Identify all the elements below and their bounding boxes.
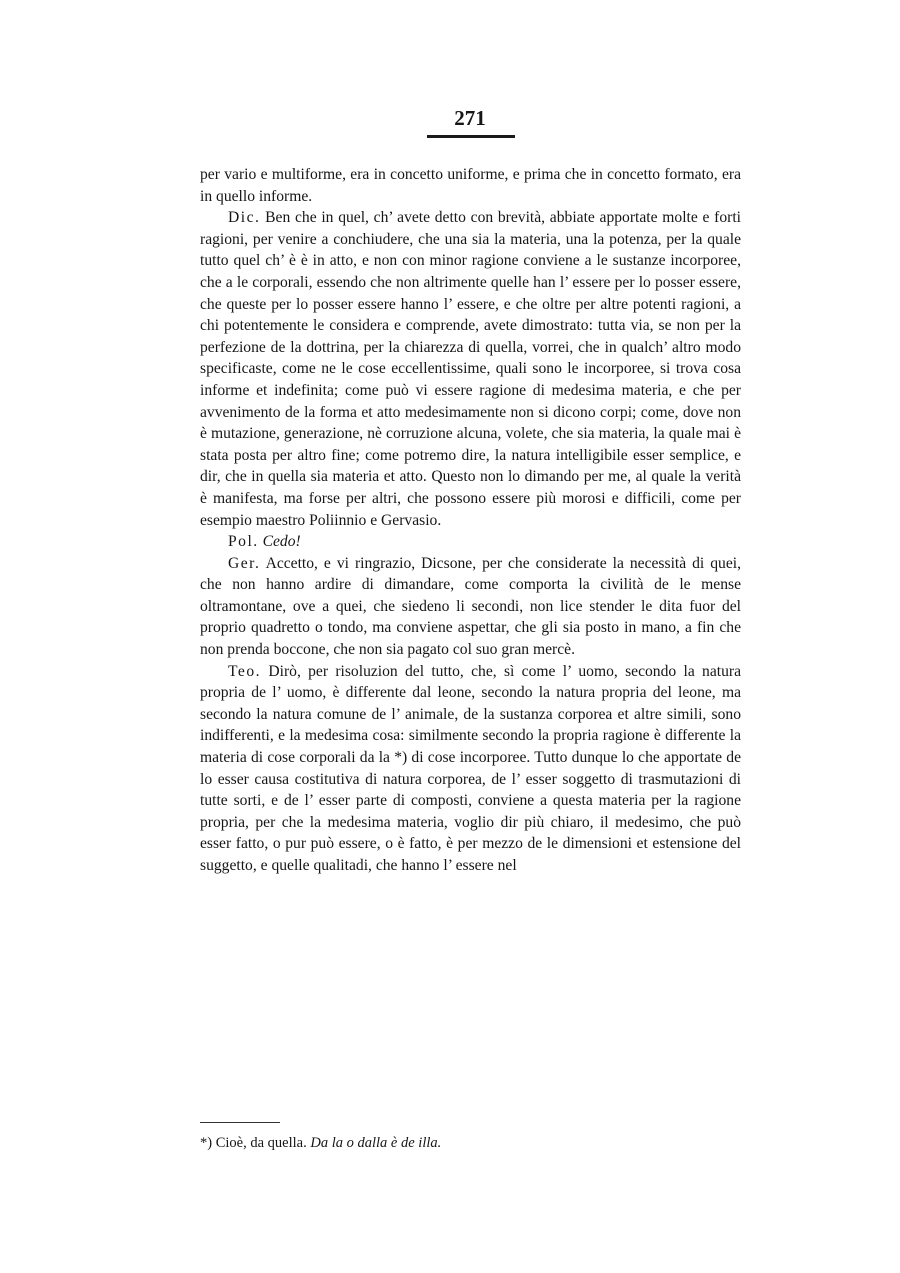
footnote bbox=[200, 1133, 741, 1153]
paragraph-text: Cedo! bbox=[262, 533, 301, 551]
paragraph-text: per vario e multiforme, era in concetto uniforme, e prima che in concetto formato, era in quello informe. bbox=[200, 166, 741, 205]
paragraph-text: Ben che in quel, ch’ avete detto con brevità, abbiate apportate molte e forti ragioni, per venire a conchiudere, che una sia la materia, una la potenza, per la quale tutto quel ch’ è è in atto, e non con minor ragione conviene a le sustanze incorporee, che a le corporali, essendo che non altrimente quelle han l’ essere per lo posser essere, che queste per lo posser essere hanno l’ essere, e che oltre per altre potenti ragioni, a chi potentemente le considera e comprende, avete dimostrato: tutta via, se non per la perfezione de la dottrina, per la chiarezza di quella, vorrei, che in qualch’ altro modo specificaste, come ne le cose eccellentissime, quali sono le incorporee, si trova cosa informe et indefinita; come può vi essere ragione di medesima materia, e che per avvenimento de la forma et atto medesimamente non si dicono corpi; come, dove non è mutazione, generazione, nè corruzione alcuna, volete, che sia materia, la quale mai è stata posta per altro fine; come potremo dire, la natura intelligibile esser semplice, e dir, che in quella sia materia et atto. Questo non lo dimando per me, al quale la verità è manifesta, ma forse per altri, che possono essere più morosi e difficili, come per esempio maestro Poliinnio e Gervasio. bbox=[200, 209, 741, 529]
footnote-italic-text: Da la o dalla è de illa. bbox=[310, 1135, 442, 1151]
speaker-label: Teo. bbox=[228, 662, 262, 680]
paragraph-teofilo bbox=[200, 661, 741, 877]
paragraph-dicsone bbox=[200, 207, 741, 531]
paragraph-continuation bbox=[200, 164, 741, 207]
paragraph-text: Accetto, e vi ringrazio, Dicsone, per che considerate la necessità di quei, che non hanno ardire di dimandare, come comporta la civilità de le mense oltramontane, ove a quei, che siedeno li secondi, non lice stender le dita fuor del proprio quadretto o tondo, ma conviene aspettar, che gli sia posto in mano, a fin che non prenda boccone, che non sia pagato col suo gran mercè. bbox=[200, 554, 741, 659]
footnote-text: Cioè, da quella. bbox=[215, 1135, 307, 1151]
paragraph-poliinnio bbox=[200, 531, 741, 553]
page-number: 271 bbox=[454, 106, 486, 130]
paragraph-text: Dirò, per risoluzion del tutto, che, sì come l’ uomo, secondo la natura propria de l’ uomo, è differente dal leone, secondo la natura propria del leone, ma secondo la natura comune de l’ animale, de la sustanza corporea et altre simili, sono indifferenti, e la medesima cosa: similmente secondo la propria ragione è differente la materia di cose corporali da la *) di cose incorporee. Tutto dunque lo che apportate de lo esser causa costitutiva di natura corporea, de l’ esser soggetto di trasmutazioni di tutte sorti, e de l’ esser parte di composti, conviene a questa materia per la ragione propria, per che la medesima materia, voglio dir più chiaro, il medesimo, che può esser fatto, o pur può essere, o è fatto, è per mezzo de le dimensioni et estensione del suggetto, e quelle qualitadi, che hanno l’ essere nel bbox=[200, 662, 741, 874]
footnote-marker: *) bbox=[200, 1135, 213, 1151]
speaker-label: Dic. bbox=[228, 209, 261, 227]
paragraph-gervasio bbox=[200, 553, 741, 661]
body-text bbox=[200, 164, 741, 877]
speaker-label: Pol. bbox=[228, 533, 259, 551]
header-rule bbox=[427, 135, 515, 138]
speaker-label: Ger. bbox=[228, 554, 261, 572]
footnote-rule bbox=[200, 1122, 280, 1123]
